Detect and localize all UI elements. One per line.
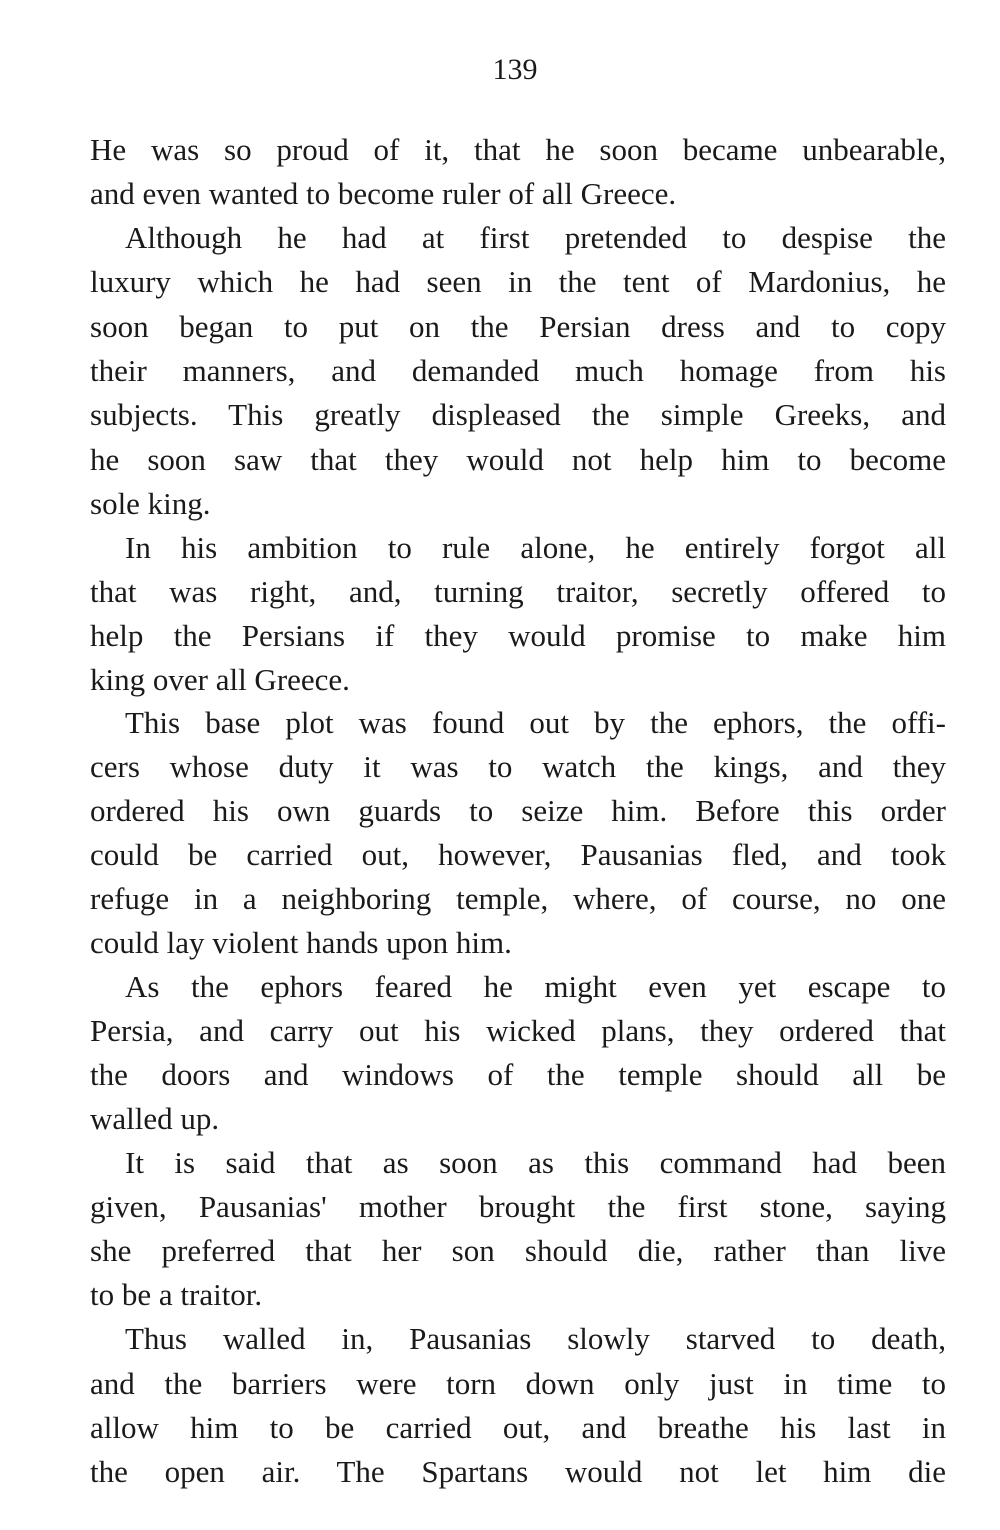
text-line: given, Pausanias' mother brought the first stone, saying — [90, 1189, 946, 1224]
text-line: Persia, and carry out his wicked plans, they ordered that — [90, 1013, 946, 1048]
text-line: refuge in a neighboring temple, where, of course, no one — [90, 881, 946, 916]
text-line: In his ambition to rule alone, he entirely forgot all — [125, 530, 946, 565]
text-line: It is said that as soon as this command had been — [125, 1145, 946, 1180]
text-line: the open air. The Spartans would not let him die — [90, 1454, 946, 1489]
text-line: soon began to put on the Persian dress and to copy — [90, 309, 946, 344]
text-line: she preferred that her son should die, rather than live — [90, 1233, 946, 1268]
text-line: ordered his own guards to seize him. Before this order — [90, 793, 946, 828]
text-line: luxury which he had seen in the tent of Mardonius, he — [90, 264, 946, 299]
text-line: cers whose duty it was to watch the kings, and they — [90, 749, 946, 784]
text-line: He was so proud of it, that he soon became unbearable, — [90, 132, 946, 167]
text-line: the doors and windows of the temple should all be — [90, 1057, 946, 1092]
text-line: and even wanted to become ruler of all Greece. — [90, 176, 677, 211]
text-line: Thus walled in, Pausanias slowly starved to death, — [125, 1321, 946, 1356]
text-line: that was right, and, turning traitor, secretly offered to — [90, 574, 946, 609]
text-line: allow him to be carried out, and breathe his last in — [90, 1410, 946, 1445]
text-line: sole king. — [90, 486, 211, 521]
text-line: he soon saw that they would not help him to become — [90, 442, 946, 477]
text-line: and the barriers were torn down only just in time to — [90, 1366, 946, 1401]
text-line: subjects. This greatly displeased the simple Greeks, and — [90, 397, 946, 432]
text-line: could lay violent hands upon him. — [90, 925, 512, 960]
text-line: As the ephors feared he might even yet escape to — [125, 969, 946, 1004]
text-line: to be a traitor. — [90, 1277, 263, 1312]
text-line: could be carried out, however, Pausanias fled, and took — [90, 837, 946, 872]
page-number: 139 — [492, 53, 538, 86]
text-line: Although he had at first pretended to despise the — [125, 220, 946, 255]
text-line: This base plot was found out by the ephors, the offi- — [125, 705, 946, 740]
text-line: their manners, and demanded much homage from his — [90, 353, 946, 388]
text-line: walled up. — [90, 1101, 220, 1136]
text-line: help the Persians if they would promise to make him — [90, 618, 946, 653]
text-line: king over all Greece. — [90, 662, 350, 697]
